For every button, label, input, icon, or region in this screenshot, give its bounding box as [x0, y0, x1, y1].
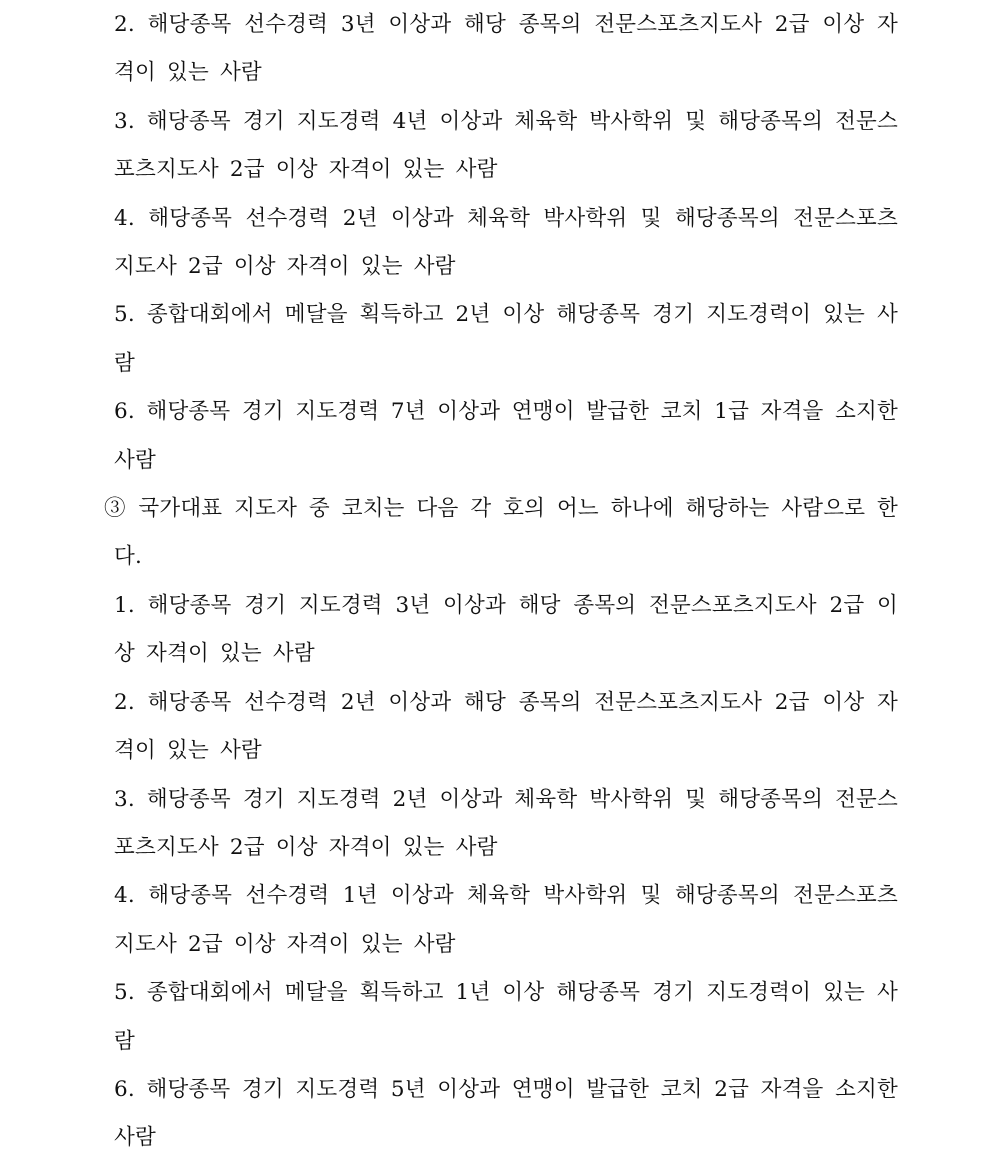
list-item-b1: 1. 해당종목 경기 지도경력 3년 이상과 해당 종목의 전문스포츠지도사 2급 이상 자격이 있는 사람	[114, 592, 898, 667]
list-item-b2: 2. 해당종목 선수경력 2년 이상과 해당 종목의 전문스포츠지도사 2급 이상 자격이 있는 사람	[114, 689, 898, 764]
document-body	[104, 0, 898, 1163]
list-item-b6: 6. 해당종목 경기 지도경력 5년 이상과 연맹이 발급한 코치 2급 자격을 소지한 사람	[114, 1076, 898, 1151]
list-item-a5: 5. 종합대회에서 메달을 획득하고 2년 이상 해당종목 경기 지도경력이 있는 사람	[114, 302, 898, 376]
list-item-a3: 3. 해당종목 경기 지도경력 4년 이상과 체육학 박사학위 및 해당종목의 전문스포츠지도사 2급 이상 자격이 있는 사람	[114, 108, 898, 183]
list-item-a4: 4. 해당종목 선수경력 2년 이상과 체육학 박사학위 및 해당종목의 전문스포츠지도사 2급 이상 자격이 있는 사람	[114, 205, 898, 280]
clause-3-heading: ③ 국가대표 지도자 중 코치는 다음 각 호의 어느 하나에 해당하는 사람으로 한다.	[104, 496, 898, 570]
list-item-a6: 6. 해당종목 경기 지도경력 7년 이상과 연맹이 발급한 코치 1급 자격을 소지한 사람	[114, 399, 898, 473]
list-item-a2: 2. 해당종목 선수경력 3년 이상과 해당 종목의 전문스포츠지도사 2급 이상 자격이 있는 사람	[114, 12, 898, 86]
list-item-b5: 5. 종합대회에서 메달을 획득하고 1년 이상 해당종목 경기 지도경력이 있는 사람	[114, 980, 898, 1054]
list-item-b4: 4. 해당종목 선수경력 1년 이상과 체육학 박사학위 및 해당종목의 전문스포츠지도사 2급 이상 자격이 있는 사람	[114, 883, 898, 957]
list-item-b3: 3. 해당종목 경기 지도경력 2년 이상과 체육학 박사학위 및 해당종목의 전문스포츠지도사 2급 이상 자격이 있는 사람	[114, 786, 898, 860]
